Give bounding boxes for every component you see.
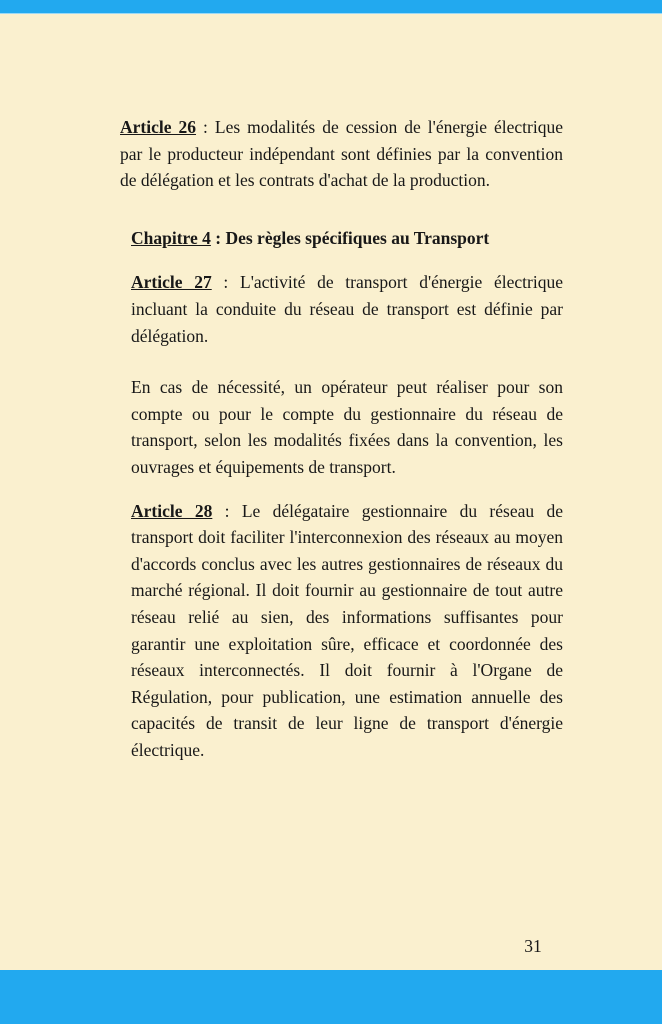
chapter-4-title: Des règles spécifiques au Transport: [225, 227, 490, 248]
paragraph-article-28: [131, 498, 563, 764]
article-28-separator: :: [212, 500, 242, 521]
article-28-label: Article 28: [131, 500, 213, 521]
bottom-border-bar: [0, 970, 662, 1024]
article-26-separator: :: [196, 117, 215, 137]
chapter-4-label: Chapitre 4: [131, 227, 211, 248]
article-27-label: Article 27: [131, 272, 212, 293]
article-28-body: Le délégataire gestionnaire du réseau de transport doit faciliter l'interconnexion des réseaux au moyen d'accords conclus avec les autres gestionnaires de réseaux du marché régional. Il doit fournir au gestionnaire de tout autre réseau relié au sien, des informations suffisantes pour garantir une exploitation sûre, efficace et coordonnée des réseaux interconnectés. Il doit fournir à l'Organe de Régulation, pour publication, une estimation annuelle des capacités de transit de leur ligne de transport d'énergie électrique.: [131, 500, 563, 760]
chapter-4-heading: [131, 225, 563, 252]
page-content: [120, 114, 563, 763]
paragraph-en-cas-de-necessite: [131, 374, 563, 480]
article-27-separator: :: [211, 272, 241, 293]
article-26-body: Les modalités de cession de l'énergie électrique par le producteur indépendant sont définies par la convention de délégation et les contrats d'achat de la production.: [120, 117, 563, 191]
top-border-bar: [0, 0, 662, 14]
article-27-body: L'activité de transport d'énergie électrique incluant la conduite du réseau de transport est définie par délégation.: [131, 272, 563, 346]
en-cas-body: En cas de nécessité, un opérateur peut réaliser pour son compte ou pour le compte du gestionnaire du réseau de transport, selon les modalités fixées dans la convention, les ouvrages et équipements de transport.: [131, 377, 563, 477]
paragraph-article-26: [120, 114, 563, 194]
page-number: 31: [524, 936, 542, 956]
article-26-label: Article 26: [120, 117, 197, 137]
chapter-4-separator: :: [210, 227, 226, 248]
paragraph-article-27: [131, 269, 563, 349]
